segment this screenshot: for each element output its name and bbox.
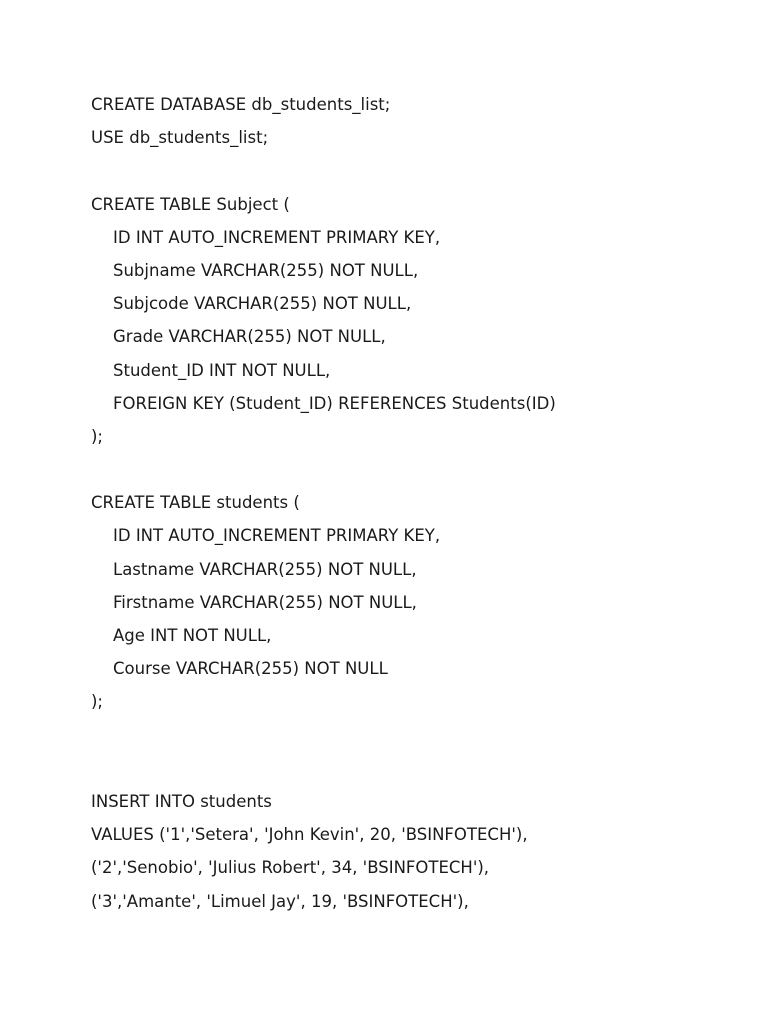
code-line: Subjcode VARCHAR(255) NOT NULL, xyxy=(113,294,412,314)
code-line: Course VARCHAR(255) NOT NULL xyxy=(113,659,388,679)
code-line: ID INT AUTO_INCREMENT PRIMARY KEY, xyxy=(113,526,441,546)
sql-code-block xyxy=(91,88,731,918)
code-line: CREATE TABLE students ( xyxy=(91,493,300,513)
blank-line xyxy=(91,719,731,752)
code-line: FOREIGN KEY (Student_ID) REFERENCES Students(ID) xyxy=(113,393,556,413)
code-line: Age INT NOT NULL, xyxy=(113,626,272,645)
code-line: ); xyxy=(91,426,103,446)
blank-line xyxy=(91,453,731,486)
blank-line xyxy=(91,154,731,187)
code-line: INSERT INTO students xyxy=(91,791,272,811)
code-line: Firstname VARCHAR(255) NOT NULL, xyxy=(113,592,417,612)
code-line: CREATE TABLE Subject ( xyxy=(91,194,290,214)
code-line: ('2','Senobio', 'Julius Robert', 34, 'BSINFOTECH'), xyxy=(91,858,490,878)
code-line: Subjname VARCHAR(255) NOT NULL, xyxy=(113,260,419,280)
blank-line xyxy=(91,752,731,785)
code-line: ID INT AUTO_INCREMENT PRIMARY KEY, xyxy=(113,227,441,247)
code-line: Student_ID INT NOT NULL, xyxy=(113,360,331,380)
code-line: Lastname VARCHAR(255) NOT NULL, xyxy=(113,559,417,579)
code-line: ('3','Amante', 'Limuel Jay', 19, 'BSINFOTECH'), xyxy=(91,891,469,911)
code-line: CREATE DATABASE db_students_list; xyxy=(91,95,391,114)
code-line: Grade VARCHAR(255) NOT NULL, xyxy=(113,327,386,347)
code-line: ); xyxy=(91,692,103,712)
code-line: USE db_students_list; xyxy=(91,128,269,148)
code-line: VALUES ('1','Setera', 'John Kevin', 20, 'BSINFOTECH'), xyxy=(91,825,528,845)
